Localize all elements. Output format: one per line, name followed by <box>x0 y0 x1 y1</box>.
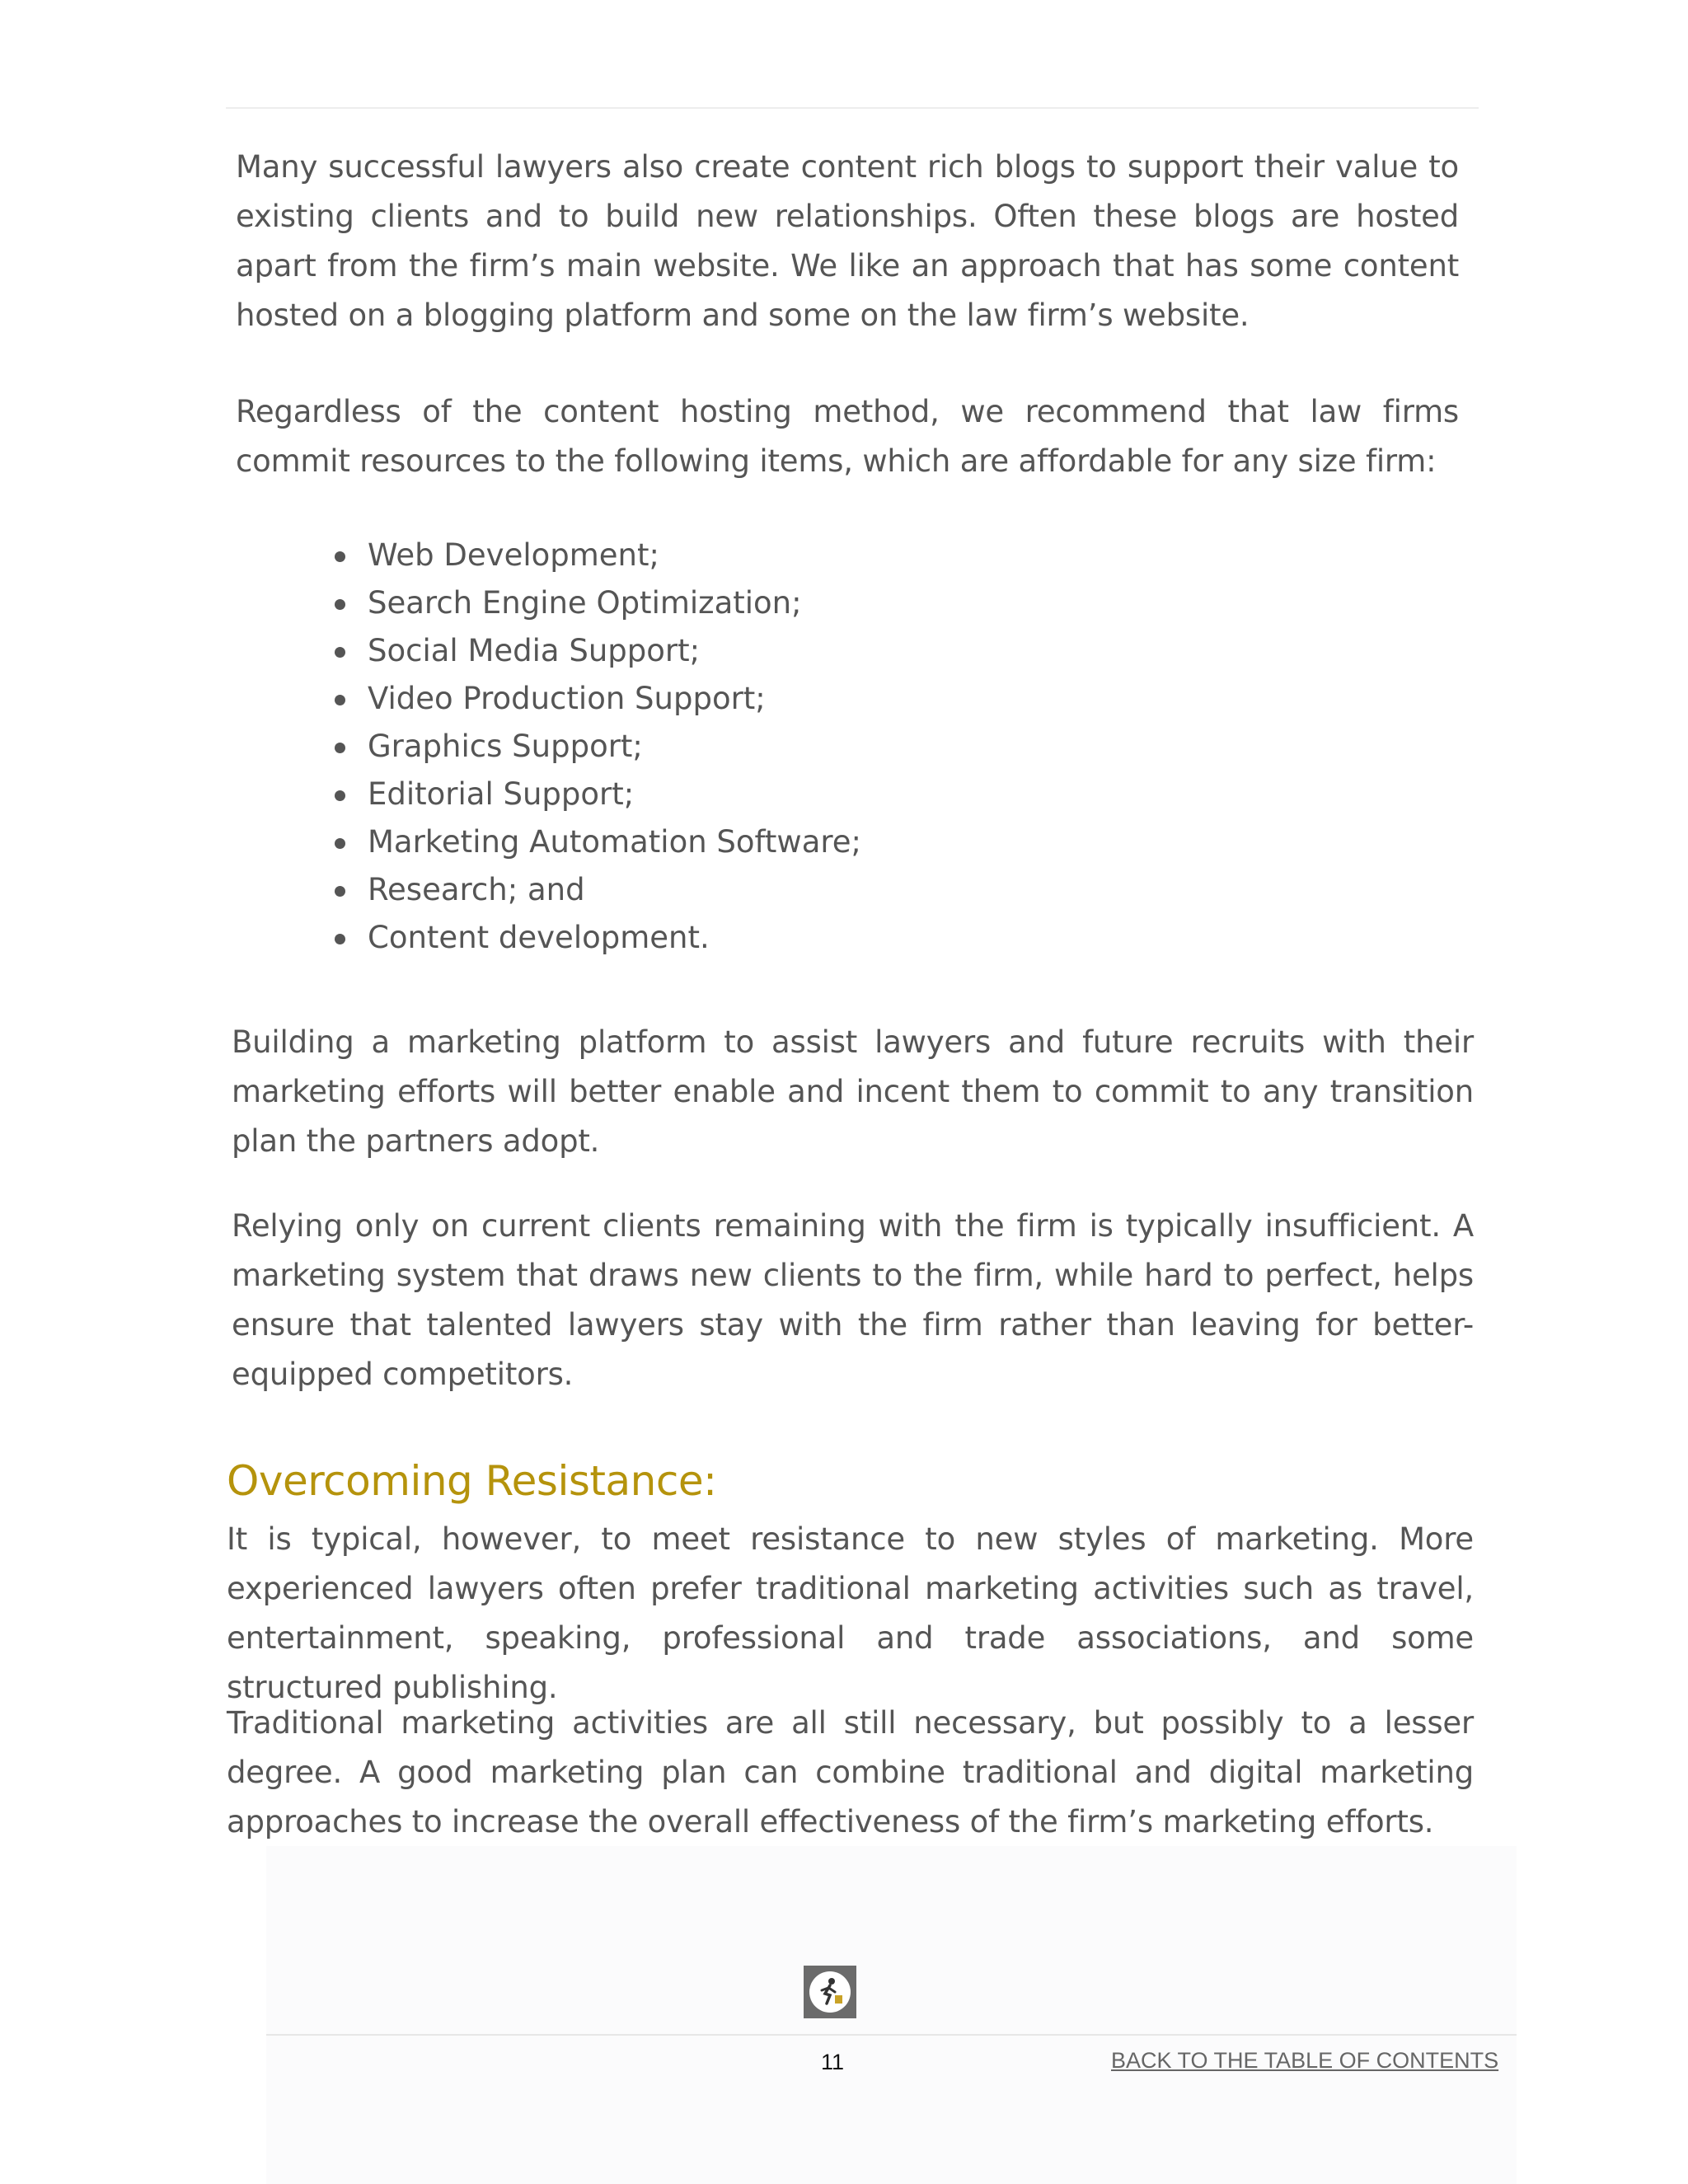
list-item: Marketing Automation Software; <box>330 818 861 866</box>
list-item: Research; and <box>330 866 861 914</box>
paragraph-blogs: Many successful lawyers also create content rich blogs to support their value to existing clients and to build new relationships. Often these blogs are hosted apart from the firm’s main website. We like an approach that has some content hosted on a blogging platform and some on the law firm’s website. <box>236 149 1459 333</box>
list-item: Content development. <box>330 914 861 962</box>
section-heading: Overcoming Resistance: <box>227 1457 717 1505</box>
paragraph-resistance: It is typical, however, to meet resistance to new styles of marketing. More experienced lawyers often prefer traditional marketing activities such as travel, entertainment, speaking, professional and trade associations, and some structured publishing. <box>227 1521 1474 1705</box>
footer-divider <box>266 2034 1517 2036</box>
list-item: Editorial Support; <box>330 771 861 818</box>
footer-background <box>266 1846 1517 2184</box>
list-item: Graphics Support; <box>330 723 861 771</box>
runner-logo-icon <box>804 1966 856 2018</box>
paragraph-clients: Relying only on current clients remaining with the firm is typically insufficient. A marketing system that draws new clients to the firm, while hard to perfect, helps ensure that talented lawyers stay with the firm rather than leaving for better-equipped competitors. <box>232 1208 1474 1392</box>
list-item: Video Production Support; <box>330 675 861 723</box>
list-item: Social Media Support; <box>330 627 861 675</box>
back-to-toc-link[interactable]: BACK TO THE TABLE OF CONTENTS <box>1111 2048 1499 2073</box>
list-item: Web Development; <box>330 532 861 579</box>
paragraph-resources: Regardless of the content hosting method, we recommend that law firms commit resources to the following items, which are affordable for any size firm: <box>236 394 1459 479</box>
paragraph-platform: Building a marketing platform to assist lawyers and future recruits with their marketing efforts will better enable and incent them to commit to any transition plan the partners adopt. <box>232 1024 1474 1159</box>
paragraph-traditional: Traditional marketing activities are all still necessary, but possibly to a lesser degree. A good marketing plan can combine traditional and digital marketing approaches to increase the overall effectiveness of the firm’s marketing efforts. <box>227 1705 1474 1840</box>
resource-list <box>330 532 861 962</box>
list-item: Search Engine Optimization; <box>330 579 861 627</box>
header-divider <box>226 107 1479 109</box>
page-number: 11 <box>820 2050 845 2074</box>
